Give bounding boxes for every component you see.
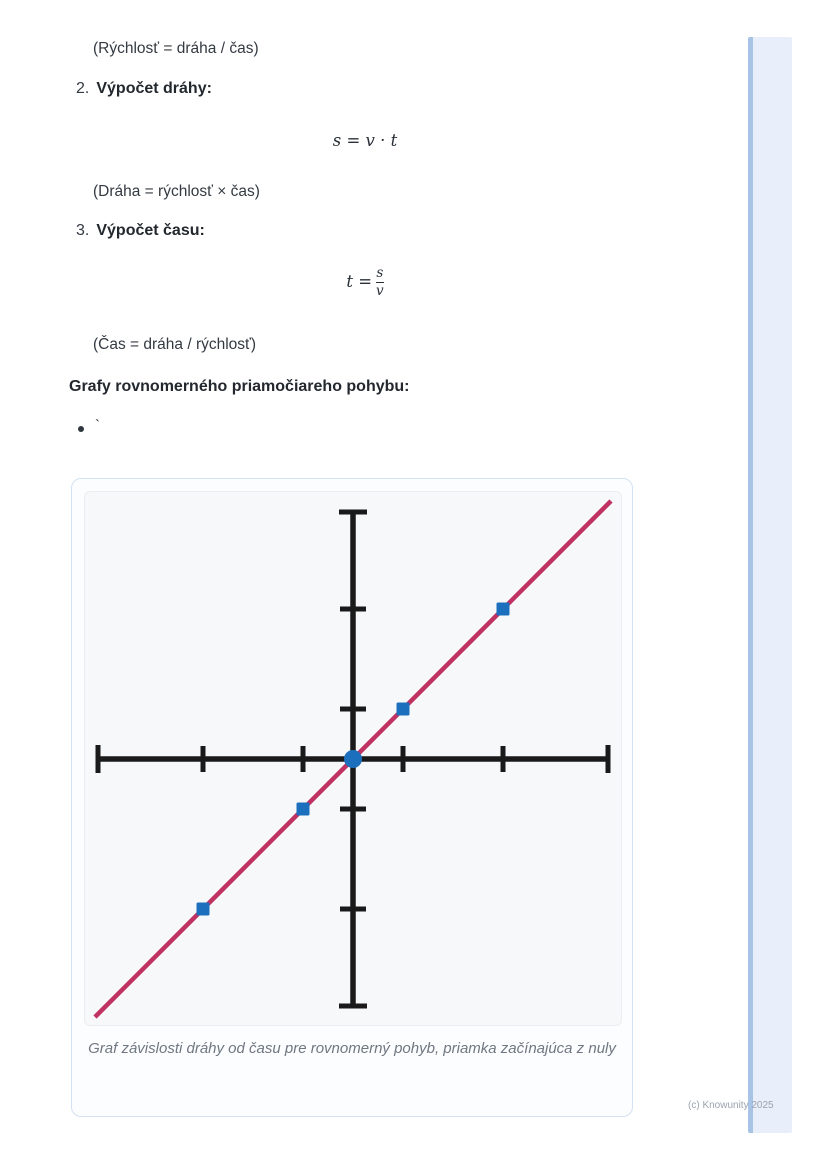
- fraction-numerator: s: [376, 265, 384, 281]
- formula-distance-text: s = v · t: [332, 131, 398, 150]
- bullet-item: [78, 419, 100, 433]
- figure-card: [71, 478, 633, 1117]
- list-number: 3.: [76, 222, 90, 239]
- formula-time-lhs: t =: [346, 271, 373, 291]
- fraction-denominator: v: [376, 283, 384, 300]
- list-item-2: [76, 79, 212, 98]
- formula-time: [0, 266, 730, 299]
- fraction: [376, 266, 384, 299]
- bullet-text: `: [95, 417, 100, 434]
- copyright-text: (c) Knowunity 2025: [688, 1100, 774, 1111]
- list-label-time-calc: Výpočet času:: [96, 222, 205, 239]
- right-margin-bar: [748, 37, 792, 1133]
- list-number: 2.: [76, 80, 90, 97]
- figure-caption: Graf závislosti dráhy od času pre rovnomerný pohyb, priamka začínajúca z nuly: [88, 1040, 616, 1057]
- bullet-dot: [78, 426, 84, 432]
- note-distance: (Dráha = rýchlosť × čas): [93, 183, 260, 200]
- section-heading: Grafy rovnomerného priamočiareho pohybu:: [69, 378, 410, 395]
- list-item-3: [76, 221, 205, 240]
- note-speed: (Rýchlosť = dráha / čas): [93, 40, 259, 57]
- formula-distance: [0, 131, 730, 150]
- graph-panel: [84, 491, 622, 1026]
- list-label-distance-calc: Výpočet dráhy:: [96, 80, 212, 97]
- motion-graph-svg: [85, 492, 621, 1025]
- note-time: (Čas = dráha / rýchlosť): [93, 336, 257, 353]
